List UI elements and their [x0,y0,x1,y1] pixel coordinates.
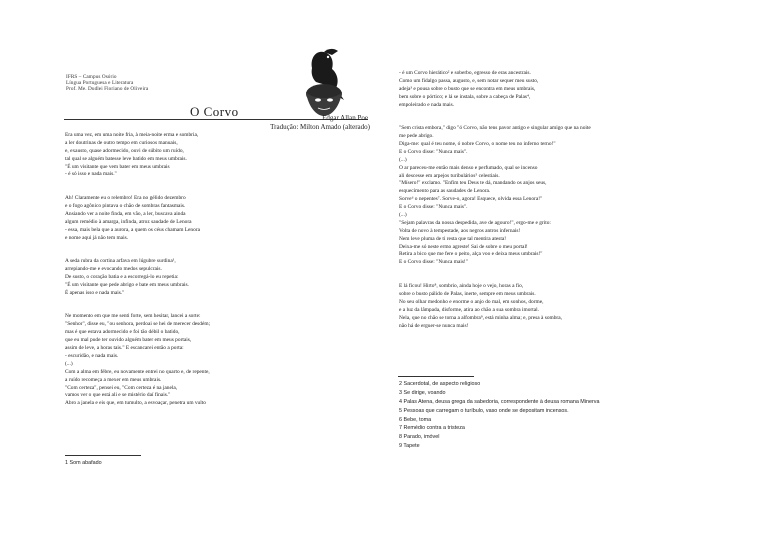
poem-translation-credit: Tradução: Milton Amado (alterado) [270,123,370,131]
poem-line: algum remédio à amarga, infinda, atroz saudade de Lenora [65,218,192,225]
poem-line: Abro a janela e eis que, em tumulto, a esvoaçar, penetra um vulto [65,400,206,407]
footnote-item: 1 Som abafado [65,460,102,466]
stanza-gap [399,117,739,125]
poem-line: (...) [399,212,407,219]
poem-line: assim de leve, a horas tais." E escancarei então a porta: [65,345,184,352]
poem-line: Diga-me: qual é teu nome, ó nobre Corvo, o nome teu no inferno terno!" [399,141,556,148]
poem-line: E o Corvo disse: "Nunca mais". [399,204,468,211]
poem-line: esquecimento para as saudades de Lenora. [399,188,491,195]
poem-line: (...) [399,156,407,163]
poem-line: Como um fidalgo passa, augusto, e, sem notar sequer meu susto, [399,77,539,84]
poem-line: Sorve⁶ o nepentes⁷. Sorve-o, agora! Esquece, olvida essa Lenora!" [399,196,543,203]
footnote-item: 4 Palas Atena, deusa grega da sabedoria, correspondente à deusa romana Minerva [399,398,600,405]
poem-column-left [65,132,385,408]
poem-line: sobre o busto pálido de Palas, inerte, sempre em meus umbrais. [399,290,536,297]
poem-line: Era uma vez, em uma noite fria, à meia-noite erma e sombria, [65,132,199,138]
poem-line: "Senhor", disse eu, "ou senhora, perdoai se hei de merecer desdém; [65,321,211,328]
teacher-line: Prof. Me. Dudlei Floriano de Oliveira [66,86,149,92]
poem-line: - escuridão, e nada mais. [65,352,119,359]
stanza-gap [65,242,385,250]
footnote-item: 3 Se dirige, voando [399,389,446,396]
stanza-gap [399,275,739,283]
poem-line: "Sejam palavras da nossa despedida, ave de agouro!", ergo-me e grito: [399,219,551,226]
poem-line: Volta de novo à tempestade, aos negros antros infernais! [399,227,521,234]
poem-line: De susto, o coração batia e a escorregá-lo eu repetia: [65,274,179,281]
poem-line: a ler doutrinas de outro tempo em curiosos manuais, [65,139,178,146]
footnote-divider-right [398,376,474,377]
stanza-gap [399,267,739,275]
poem-line: Ansiando ver a noite finda, em vão, a ler, buscava ainda [65,210,186,217]
poem-line: e o fogo agônico pintava o chão de sombras fantasmais. [65,203,186,210]
poem-line: mas é que estava adormecido e foi tão débil o batido, [65,329,180,336]
footnote-item: 8 Parado, imóvel [399,434,440,441]
stanza-gap [65,187,385,195]
poem-author: Edgar Allan Poe [322,114,368,122]
poem-line: No seu olhar medonho e enorme o anjo do mal, em sonhos, dorme, [399,298,544,305]
footnote-divider-left [65,455,141,456]
poem-line: O ar pareceu-me então mais denso e perfumado, qual se incenso [399,164,538,171]
raven-poe-illustration [282,42,368,118]
poem-line: A seda rubra da cortina arfava em lúgubre surdina¹, [65,258,176,265]
course-line: Língua Portuguesa e Literatura [66,80,134,86]
poem-line: E o Corvo disse: "Nunca mais!" [399,259,468,266]
poem-line: bem sobre o pórtico; e lá se instala, sobre a cabeça de Palas⁴, [399,93,531,100]
poem-line: Com a alma em fébre, eu novamente entrei no quarto e, de repente, [65,368,210,375]
footnotes-right [399,380,600,451]
poem-line: ali descesse em arpejos turibulários⁵ celestiais. [399,172,500,179]
poem-line: (...) [65,360,73,367]
poem-line: adeja³ e pousa sobre o busto que se encontra em meus umbrais, [399,85,536,92]
stanza-gap [65,298,385,306]
poem-line: não há de erguer-se nunca mais! [399,322,469,329]
poem-line: Nela, que no chão se torna a alfombra⁹, está minha alma; e, presa à sombra, [399,314,562,321]
poem-line: e, exausto, quase adormecido, ouvi de súbito um ruído, [65,147,184,154]
poem-line: E lá ficou! Hirto⁸, sombrio, ainda hoje o vejo, horas a fio, [399,283,524,290]
poem-column-right [399,70,739,330]
poem-line: E o Corvo disse: "Nunca mais". [399,148,468,155]
poem-line: É apenas isso e nada mais." [65,289,125,296]
poem-line: Ne momento em que me senti forte, sem hesitar, lancei a sorte: [65,313,201,320]
poem-line: - é um Corvo hierático² e soberbo, egresso de eras ancestrais. [399,70,531,76]
poem-line: que eu mal pude ter ouvido alguém bater em meus portais, [65,337,192,344]
poem-line: e a luz da lâmpada, disforme, atira ao chão a sua sombra imortal. [399,306,539,313]
stanza-gap [65,179,385,187]
poem-line: Deixa-me só neste ermo agreste! Sai de sobre o meu portal! [399,243,528,250]
poem-line: empoleirado e nada mais. [399,101,455,108]
footnote-item: 7 Remédio contra a tristeza [399,425,465,432]
institution-line: IFRS – Campus Osório [66,74,117,80]
poem-line: "Com certeza", pensei eu, "Com certeza é na janela, [65,384,178,391]
poem-line: Nem leve pluma de ti resta que tal mentira atesta! [399,235,507,242]
footnote-item: 2 Sacerdotal, de aspecto religioso [399,381,481,387]
poem-line: a ruído recomeça a mexer em meus umbrais. [65,376,162,383]
poem-line: Retira a bico que me fere o peito, alça voo e deixa meus umbrais!" [399,251,543,258]
poem-title: O Corvo [190,104,239,119]
footnote-item: 5 Pessoas que carregam o turíbulo, vaso onde se depositam incensos. [399,407,569,414]
footnote-item: 6 Bebe, toma [399,416,432,423]
poem-line: "Sem crista embora," digo "ó Corvo, não tens pavor antigo e singular amigo que na noite [399,125,591,132]
footnote-left [65,459,102,468]
poem-line: me pede abrigo. [399,133,434,140]
poem-line: e nome aqui já não tem mais. [65,234,129,241]
footnote-item: 9 Tapete [399,443,420,450]
poem-line: "É um visitante que vem bater em meus umbrais [65,163,170,170]
stanza-gap [399,109,739,117]
poem-line: vamos ver o que está ali e se mistério daí finais." [65,392,171,399]
poem-line: "É um visitante que pede abrigo e bate em meus umbrais. [65,281,189,288]
poem-line: "Mísero!" exclamo. "Enfim teu Deus te dá, mandando os anjos seus, [399,180,547,187]
poem-line: - essa, mais bela que a aurora, a quem os céus chamam Lenora [65,226,201,233]
poem-line: tal qual se alguém batesse leve batido em meus umbrais. [65,155,187,162]
poem-line: arrepiando-me e evocando medos sepulcrais. [65,266,162,273]
poem-line: Ah! Claramente eu o relembro! Era no gélido dezembro [65,195,186,202]
poem-line: - é só isso e nada mais." [65,171,117,178]
